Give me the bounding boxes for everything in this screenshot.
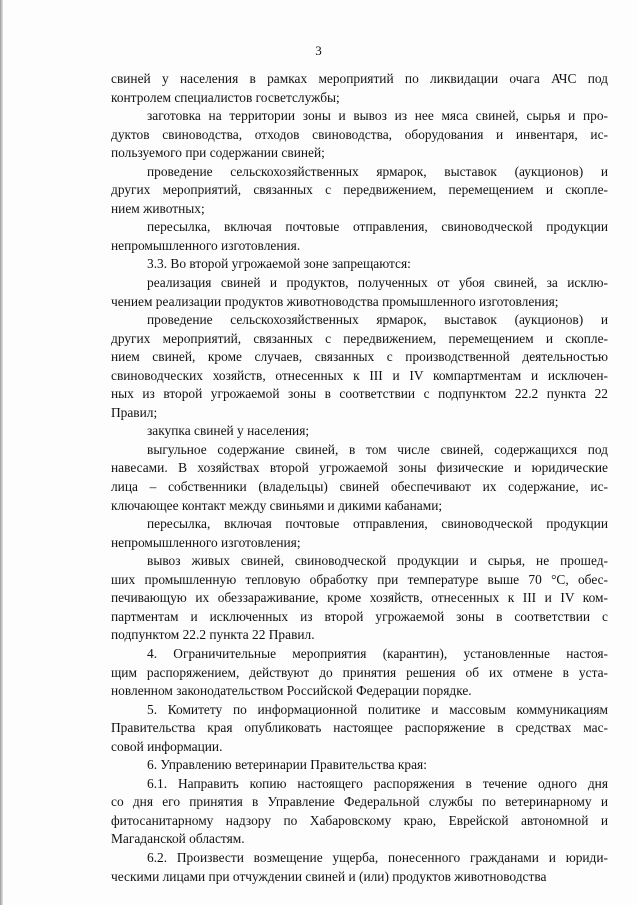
paragraph-line: 4. Ограничительные мероприятия (карантин), установленные настоя- <box>147 645 608 661</box>
paragraph-line: заготовка на территории зоны и вывоз из нее мяса свиней, сырья и про- <box>147 108 608 124</box>
paragraph-line: фитосанитарному надзору по Хабаровскому краю, Еврейской автономной и <box>111 812 608 828</box>
paragraph-line: непромышленного изготовления. <box>111 237 301 253</box>
paragraph <box>111 107 608 163</box>
paragraph-line: 6.2. Произвести возмещение ущерба, понесенного гражданами и юриди- <box>147 849 608 865</box>
paragraph-line: ключающее контакт между свиньями и дикими кабанами; <box>111 497 443 513</box>
paragraph-line: Правил; <box>111 404 158 420</box>
paragraph-line: других мероприятий, связанных с передвижением, перемещением и скопле- <box>111 182 608 198</box>
paragraph-line: печивающую их обеззараживание, кроме хозяйств, отнесенных к III и IV ком- <box>111 590 608 606</box>
paragraph <box>111 552 608 645</box>
paragraph-line: закупка свиней у населения; <box>147 423 310 439</box>
paragraph-line: ческими лицами при отчуждении свиней и (или) продуктов животноводства <box>111 868 547 884</box>
paragraph-line: свиней у населения в рамках мероприятий по ликвидации очага АЧС под <box>111 71 608 86</box>
paragraph-line: выгульное содержание свиней, в том числе свиней, содержащихся под <box>147 441 608 457</box>
paragraph-line: контролем специалистов госветслужбы; <box>111 89 340 105</box>
paragraph-line: подпунктом 22.2 пункта 22 Правил. <box>111 627 315 643</box>
paragraph-line: других мероприятий, связанных с передвижением, перемещением и скопле- <box>111 330 608 346</box>
paragraph <box>111 218 608 255</box>
paragraph-line: пересылка, включая почтовые отправления, свиноводческой продукции <box>147 219 608 235</box>
paragraph <box>111 163 608 219</box>
paragraph <box>111 849 608 886</box>
paragraph <box>111 775 608 849</box>
paragraph <box>111 701 608 757</box>
paragraph <box>111 311 608 422</box>
paragraph-line: нием свиней, кроме случаев, связанных с производственной деятельностью <box>111 349 608 365</box>
paragraph-line: ных из второй угрожаемой зоны в соответствии с подпунктом 22.2 пункта 22 <box>111 386 608 402</box>
paragraph-line: проведение сельскохозяйственных ярмарок, выставок (аукционов) и <box>147 163 608 179</box>
paragraph <box>111 515 608 552</box>
paragraph-line: нием животных; <box>111 200 205 216</box>
document-body <box>111 70 608 886</box>
paragraph-line: 6.1. Направить копию настоящего распоряжения в течение одного дня <box>147 775 608 791</box>
paragraph-line: свиноводческих хозяйств, отнесенных к III и IV компартментам и исключен- <box>111 367 608 383</box>
paragraph-line: навесами. В хозяйствах второй угрожаемой зоны физические и юридические <box>111 460 608 476</box>
paragraph-line: проведение сельскохозяйственных ярмарок, выставок (аукционов) и <box>147 312 608 328</box>
paragraph-line: Магаданской областям. <box>111 831 245 847</box>
paragraph-line: со дня его принятия в Управление Федеральной службы по ветеринарному и <box>111 794 608 810</box>
paragraph <box>111 274 608 311</box>
paragraph <box>111 255 608 274</box>
paragraph <box>111 441 608 515</box>
paragraph-line: чением реализации продуктов животноводства промышленного изготовления; <box>111 293 559 309</box>
paragraph-line: совой информации. <box>111 738 223 754</box>
paragraph-line: 5. Комитету по информационной политике и массовым коммуникациям <box>147 701 608 717</box>
paragraph <box>111 645 608 701</box>
paragraph-line: 6. Управлению ветеринарии Правительства края: <box>147 757 427 773</box>
page-number: 3 <box>315 43 322 58</box>
paragraph-line: ших промышленную тепловую обработку при температуре выше 70 °С, обес- <box>111 571 608 587</box>
paragraph-line: лица – собственники (владельцы) свиней обеспечивают их содержание, ис- <box>111 479 608 495</box>
paragraph-line: пересылка, включая почтовые отправления, свиноводческой продукции <box>147 516 608 532</box>
paragraph-line: вывоз живых свиней, свиноводческой продукции и сырья, не прошед- <box>147 553 608 569</box>
scan-edge-shadow <box>0 0 3 905</box>
paragraph-line: Правительства края опубликовать настоящее распоряжение в средствах мас- <box>111 720 608 736</box>
paragraph-line: реализация свиней и продуктов, полученных от убоя свиней, за исклю- <box>147 275 608 291</box>
paragraph-line: дуктов свиноводства, отходов свиноводства, оборудования и инвентаря, ис- <box>111 126 608 142</box>
paragraph-line: щим распоряжением, действуют до принятия решения об их отмене в уста- <box>111 664 608 680</box>
paragraph <box>111 756 608 775</box>
paragraph-line: партментам и исключенных из второй угрожаемой зоны в соответствии с <box>111 608 608 624</box>
paragraph <box>111 422 608 441</box>
paragraph-line: пользуемого при содержании свиней; <box>111 145 325 161</box>
paragraph-line: непромышленного изготовления; <box>111 534 301 550</box>
paragraph-line: 3.3. Во второй угрожаемой зоне запрещаются: <box>147 256 411 272</box>
paragraph <box>111 70 608 107</box>
paragraph-line: новленном законодательством Российской Федерации порядке. <box>111 683 472 699</box>
